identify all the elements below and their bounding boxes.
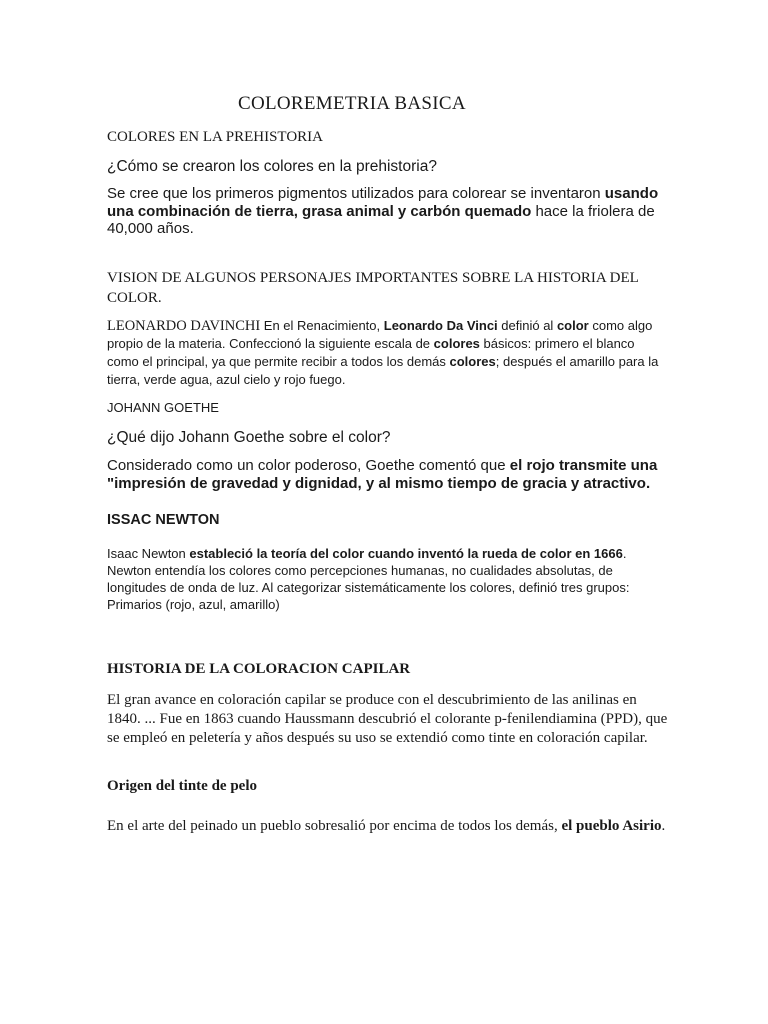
- text: ; después el amarillo para la tierra, verde agua, azul cielo y rojo fuego.: [107, 354, 659, 387]
- bold-text: colores: [433, 336, 480, 351]
- bold-text: colores: [449, 354, 496, 369]
- text: Se cree que los primeros pigmentos utilizados para colorear se inventaron: [107, 185, 605, 202]
- subheading-origen: Origen del tinte de pelo: [107, 778, 257, 794]
- bold-text: estableció la teoría del color cuando inventó la rueda de color en 1666: [189, 546, 623, 561]
- bold-text: el pueblo Asirio: [561, 818, 662, 834]
- bold-text: usando una combinación de tierra, grasa animal y carbón quemado: [107, 185, 659, 220]
- document-title: COLOREMETRIA BASICA: [238, 93, 466, 114]
- text: básicos: primero el blanco como el principal, ya que permite recibir a todos los demás: [107, 336, 635, 369]
- bold-text: el rojo transmite una "impresión de gravedad y dignidad, y al mismo tiempo de gracia y atractivo.: [107, 457, 658, 492]
- paragraph-coloracion: El gran avance en coloración capilar se produce con el descubrimiento de las anilinas en 1840. ... Fue en 1863 cuando Haussmann descubrió el colorante p-fenilendiamina (PPD), que se empleó en peletería y años después su uso se extendió como tinte en coloración capilar.: [107, 692, 668, 746]
- section-heading-prehistoria: COLORES EN LA PREHISTORIA: [107, 129, 323, 145]
- section-heading-newton: ISSAC NEWTON: [107, 512, 220, 528]
- text: definió al: [497, 318, 557, 333]
- text: En el arte del peinado un pueblo sobresalió por encima de todos los demás,: [107, 818, 562, 834]
- text: . Newton entendía los colores como percepciones humanas, no cualidades absolutas, de longitudes de onda de luz. Al categorizar sistemáticamente los colores, definió tres grupos: Primarios (rojo, azul, amarillo): [107, 546, 630, 612]
- text: Isaac Newton: [107, 546, 190, 561]
- bold-text: Leonardo Da Vinci: [383, 318, 498, 333]
- question-prehistoria: ¿Cómo se crearon los colores en la prehistoria?: [107, 158, 437, 175]
- paragraph-davinci: [107, 317, 668, 389]
- bold-text: color: [556, 318, 589, 333]
- section-heading-personajes: VISION DE ALGUNOS PERSONAJES IMPORTANTES SOBRE LA HISTORIA DEL COLOR.: [107, 270, 639, 306]
- section-heading-coloracion: HISTORIA DE LA COLORACION CAPILAR: [107, 661, 411, 677]
- paragraph-prehistoria: [107, 185, 668, 238]
- text: .: [661, 818, 666, 834]
- text: Considerado como un color poderoso, Goethe comentó que: [107, 457, 510, 474]
- paragraph-asirio: [107, 815, 668, 838]
- text: En el Renacimiento,: [260, 318, 384, 333]
- text: hace la friolera de 40,000 años.: [107, 202, 655, 237]
- paragraph-goethe: [107, 457, 668, 492]
- davinci-name: LEONARDO DAVINCHI: [107, 318, 261, 334]
- text: como algo propio de la materia. Confeccionó la siguiente escala de: [107, 318, 653, 351]
- question-goethe: ¿Qué dijo Johann Goethe sobre el color?: [107, 429, 391, 446]
- goethe-name: JOHANN GOETHE: [107, 400, 219, 415]
- paragraph-newton: [107, 545, 668, 613]
